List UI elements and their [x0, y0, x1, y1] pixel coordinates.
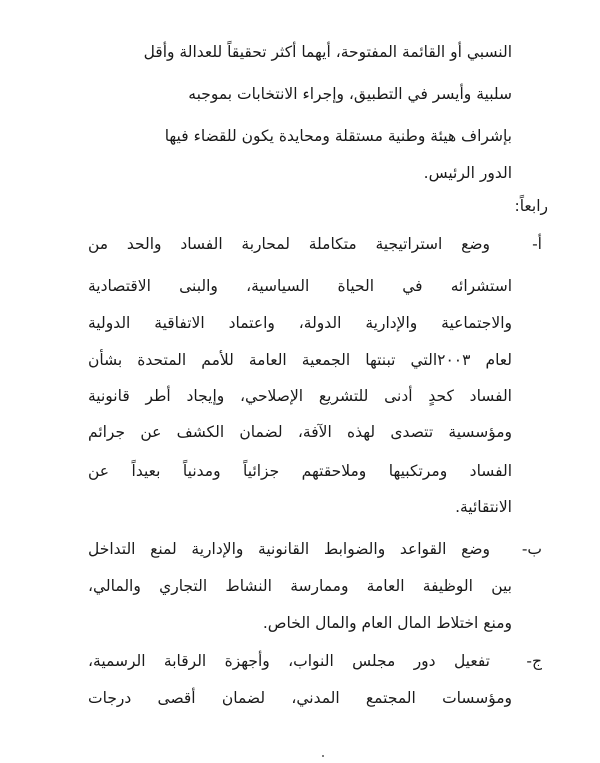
item-a-line-2: استشرائه في الحياة السياسية، والبنى الاقتصادية [88, 277, 512, 295]
item-b-line-2: بين الوظيفة العامة وممارسة النشاط التجاري والمالي، [88, 577, 512, 595]
item-b-line-3: ومنع اختلاط المال العام والمال الخاص. [262, 614, 512, 632]
item-a-line-4: لعام ٢٠٠٣التي تبنتها الجمعية العامة للأمم المتحدة بشأن [88, 351, 512, 369]
item-a-line-7: الفساد ومرتكبيها وملاحقتهم جزائياً ومدنياً بعيداً عن [88, 462, 512, 480]
list-marker: ب- [521, 540, 542, 558]
item-b-line-1: وضع القواعد والضوابط القانونية والإدارية لمنع التداخل [88, 540, 490, 558]
intro-line-1: النسبي أو القائمة المفتوحة، أيهما أكثر تحقيقاً للعدالة وأقل [143, 43, 512, 61]
intro-line-4: الدور الرئيس. [423, 164, 512, 182]
intro-line-2: سلبية وأيسر في التطبيق، وإجراء الانتخابات بموجبه [188, 85, 512, 103]
list-marker: أ- [532, 235, 542, 253]
item-a-line-8: الانتقائية. [455, 498, 512, 516]
item-c-line-2: ومؤسسات المجتمع المدني، لضمان أقصى درجات [88, 689, 512, 707]
intro-line-3: بإشراف هيئة وطنية مستقلة ومحايدة يكون للقضاء فيها [164, 127, 512, 145]
item-a-line-1: وضع استراتيجية متكاملة لمحاربة الفساد والحد من [88, 235, 490, 253]
item-a-line-5: الفساد كحدٍ أدنى للتشريع الإصلاحي، وإيجاد أطر قانونية [88, 387, 512, 405]
section-heading: رابعاً: [514, 197, 548, 215]
page-mark [322, 755, 324, 757]
item-a-line-3: والاجتماعية والإدارية الدولة، واعتماد الاتفاقية الدولية [88, 314, 512, 332]
item-c-line-1: تفعيل دور مجلس النواب، وأجهزة الرقابة الرسمية، [88, 652, 490, 670]
list-marker: ج- [526, 652, 542, 670]
item-a-line-6: ومؤسسية تتصدى لهذه الآفة، لضمان الكشف عن جرائم [88, 423, 512, 441]
